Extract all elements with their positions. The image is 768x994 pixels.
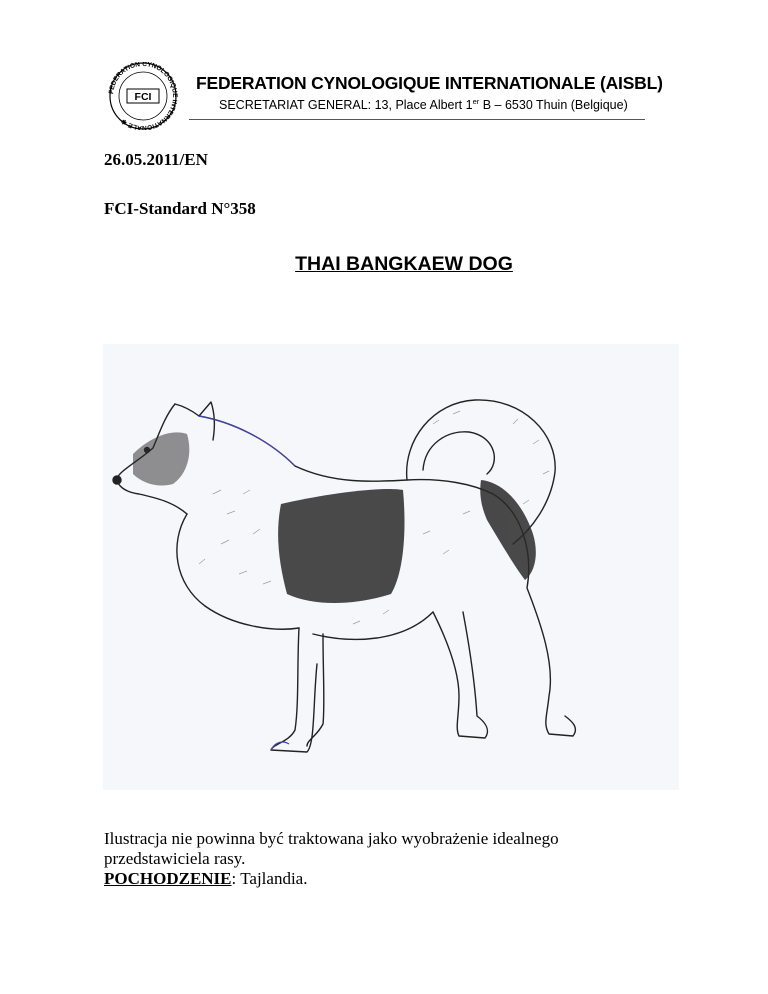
organization-name: FEDERATION CYNOLOGIQUE INTERNATIONALE (AISBL) xyxy=(196,73,663,93)
svg-text:FEDERATION CYNOLOGIQUE INTERNA: FEDERATION CYNOLOGIQUE INTERNATIONALE ✱ xyxy=(108,62,179,130)
header-divider xyxy=(189,119,645,120)
document-date: 26.05.2011/EN xyxy=(104,150,208,169)
origin-value: Tajlandia. xyxy=(240,869,308,888)
origin-label: POCHODZENIE xyxy=(104,869,232,888)
fci-logo xyxy=(103,62,183,130)
svg-text:FCI: FCI xyxy=(134,91,152,103)
dog-illustration xyxy=(103,344,679,790)
illustration-disclaimer: Ilustracja nie powinna być traktowana jako wyobrażenie idealnego przedstawiciela rasy. xyxy=(104,829,559,868)
breed-title: THAI BANGKAEW DOG xyxy=(295,253,513,275)
origin-line: POCHODZENIE: Tajlandia. xyxy=(104,869,308,888)
secretariat-address: SECRETARIAT GENERAL: 13, Place Albert 1er B – 6530 Thuin (Belgique) xyxy=(219,97,628,113)
standard-number: FCI-Standard N°358 xyxy=(104,199,256,218)
